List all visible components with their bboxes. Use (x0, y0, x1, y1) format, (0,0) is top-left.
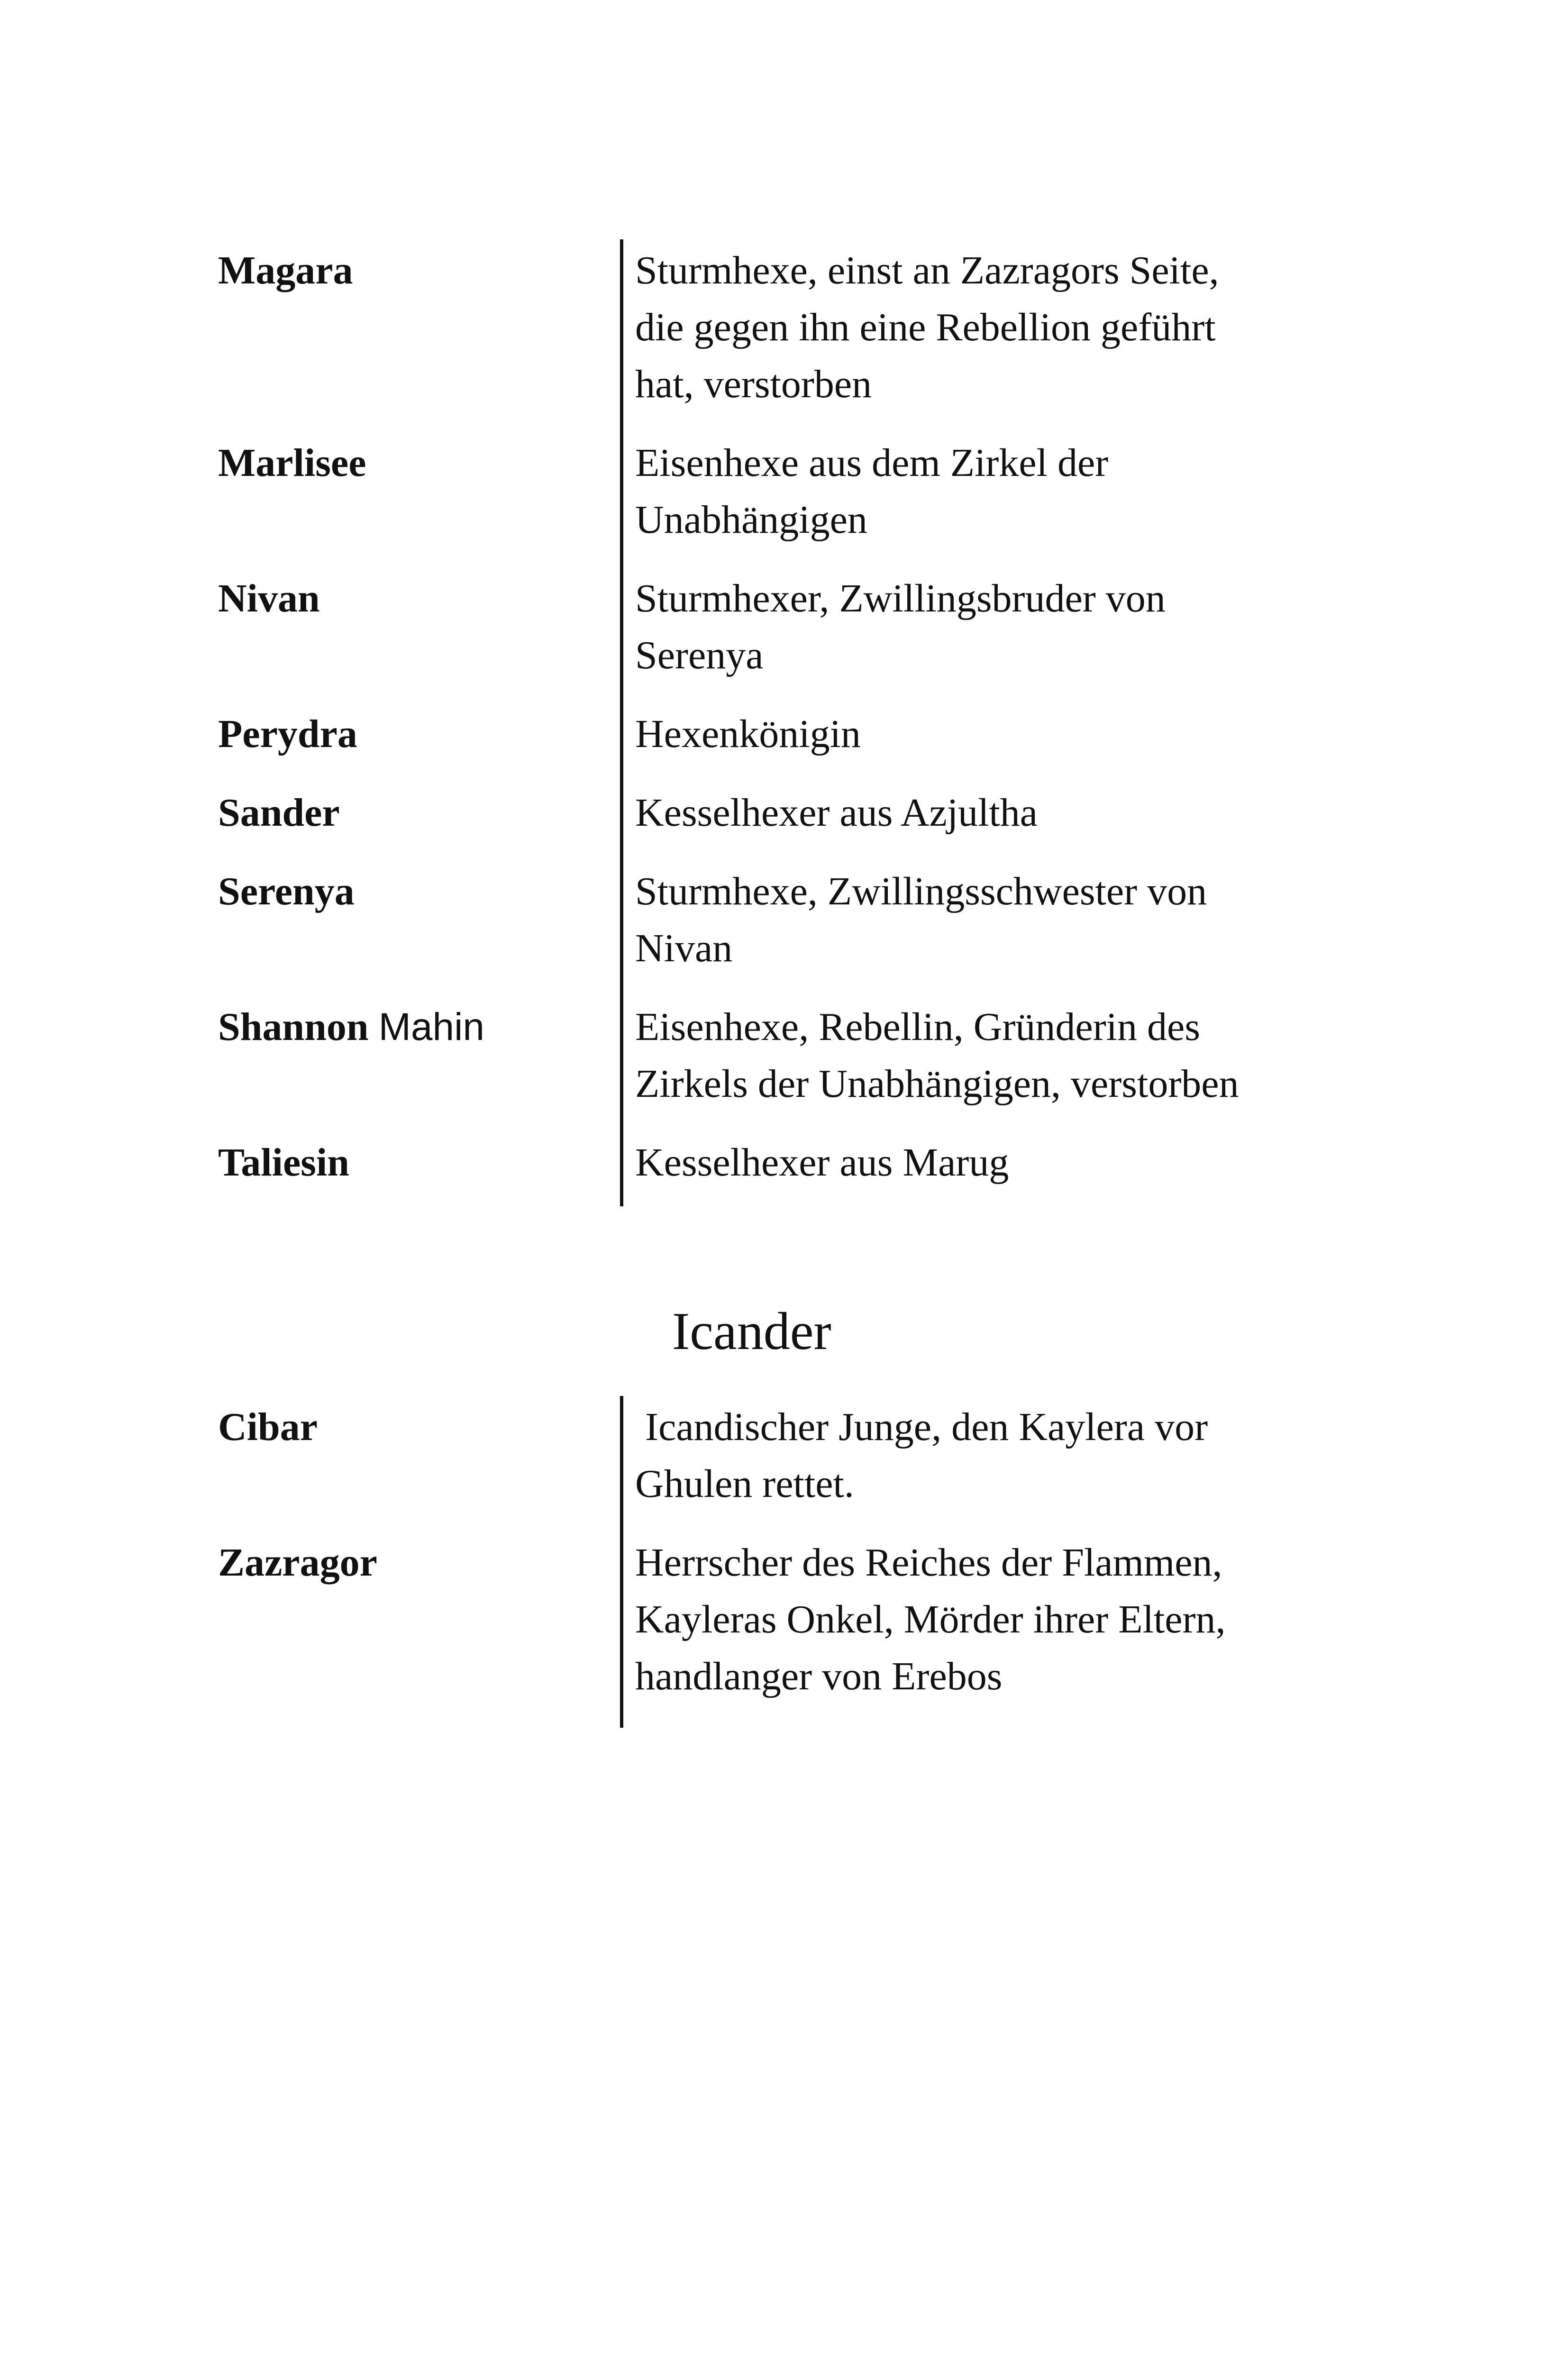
entry-name-suffix: Mahin (378, 1005, 484, 1048)
description-line: Ghulen rettet. (635, 1462, 854, 1506)
description-line: Nivan (635, 926, 733, 970)
entry-name (218, 432, 635, 492)
entry-description (635, 782, 1356, 841)
entry-name-bold: Perydra (218, 712, 357, 756)
entry-name-bold: Zazragor (218, 1540, 377, 1585)
entry-row (218, 996, 1356, 1131)
entry-name (218, 567, 635, 627)
entry-name-bold: Shannon (218, 1005, 369, 1049)
entry-row (218, 782, 1356, 860)
entry-name (218, 860, 635, 920)
description-line: Kesselhexer aus Marug (635, 1140, 1009, 1185)
entry-description (635, 567, 1356, 684)
entry-name (218, 239, 635, 299)
section-heading-text: Icander (672, 1302, 831, 1361)
entry-name (218, 996, 635, 1056)
entry-name-bold: Serenya (218, 869, 355, 913)
description-line: Sturmhexe, einst an Zazragors Seite, (635, 248, 1219, 292)
entry-name (218, 1396, 635, 1456)
description-line: Icandischer Junge, den Kaylera vor (635, 1405, 1208, 1449)
description-line: Sturmhexe, Zwillingsschwester von (635, 869, 1207, 913)
entry-name-bold: Sander (218, 791, 340, 835)
description-line: Herrscher des Reiches der Flammen, (635, 1540, 1222, 1585)
entry-description (635, 239, 1356, 413)
column-divider (620, 239, 623, 1206)
entry-name (218, 1131, 635, 1191)
section-hexen (0, 239, 1568, 1203)
entries-table (218, 239, 1356, 1203)
description-line: Eisenhexe, Rebellin, Gründerin des (635, 1005, 1200, 1049)
entry-name-bold: Magara (218, 248, 353, 292)
entry-row (218, 1531, 1356, 1724)
entry-description (635, 432, 1356, 548)
description-line: Zirkels der Unabhängigen, verstorben (635, 1062, 1239, 1106)
description-line: Serenya (635, 633, 764, 677)
description-line: Eisenhexe aus dem Zirkel der (635, 441, 1109, 485)
entry-row (218, 239, 1356, 432)
entry-description (635, 1131, 1356, 1191)
description-line: Kayleras Onkel, Mörder ihrer Eltern, (635, 1597, 1226, 1641)
entry-name-bold: Marlisee (218, 441, 366, 485)
entries-table (218, 1396, 1356, 1724)
entry-description (635, 1396, 1356, 1513)
description-line: Hexenkönigin (635, 712, 861, 756)
description-line: Kesselhexer aus Azjultha (635, 791, 1038, 835)
entry-description (635, 1531, 1356, 1705)
entry-row (218, 1396, 1356, 1531)
entry-row (218, 567, 1356, 703)
description-line: die gegen ihn eine Rebellion geführt (635, 305, 1216, 349)
section-icander (0, 1396, 1568, 1724)
description-line: Sturmhexer, Zwillingsbruder von (635, 576, 1166, 620)
entry-name-bold: Cibar (218, 1405, 318, 1449)
entry-row (218, 703, 1356, 782)
entry-name-bold: Nivan (218, 576, 320, 620)
entry-name-bold: Taliesin (218, 1140, 350, 1185)
description-line: Unabhängigen (635, 498, 867, 542)
entry-row (218, 1131, 1356, 1203)
description-line: hat, verstorben (635, 362, 872, 406)
entry-name (218, 703, 635, 763)
entry-description (635, 860, 1356, 977)
entry-name (218, 1531, 635, 1591)
description-line: handlanger von Erebos (635, 1654, 1003, 1698)
entry-description (635, 703, 1356, 763)
entry-name (218, 782, 635, 841)
entry-row (218, 860, 1356, 996)
entry-description (635, 996, 1356, 1112)
entry-row (218, 432, 1356, 567)
column-divider (620, 1396, 623, 1728)
